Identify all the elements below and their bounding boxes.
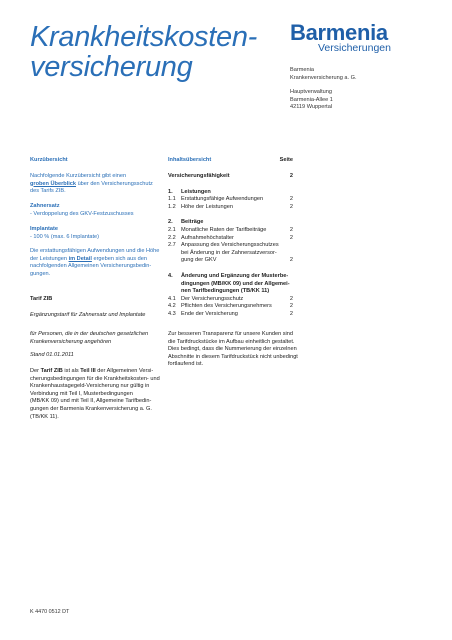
target-line: Krankenversicherung angehören [30, 338, 112, 345]
note-line: die Tarifdruckstücke im Aufbau einheitlich gestaltet. [168, 338, 295, 345]
body-line: Krankenhaustagegeld-Versicherung nur gültig in [30, 383, 150, 390]
detail-line: nachfolgenden Allgemeinen Versicherungsbedin- [30, 263, 152, 270]
toc-row-page: 2 [289, 303, 293, 310]
body-line: (TB/KK 11). [30, 413, 59, 420]
toc-row-title: Änderung und Ergänzung der Musterbe- [181, 273, 289, 279]
toc-row-number: 2.7 [168, 242, 176, 249]
toc-row-number: 1. [168, 188, 173, 195]
implantate-heading: Implantate [30, 226, 58, 232]
toc-row-title: Versicherungsfähigkeit [168, 173, 230, 179]
toc-row-title: Monatliche Raten der Tarifbeiträge [181, 227, 267, 233]
toc-row-title: bei Änderung in der Zahnersatzversor- [181, 249, 277, 256]
tarif-body [30, 368, 160, 421]
toc-row-number: 4.2 [168, 303, 176, 310]
zahnersatz-heading: Zahnersatz [30, 203, 60, 209]
transparency-note [168, 331, 298, 369]
toc-row-page: 2 [289, 234, 293, 241]
target-group [30, 331, 155, 346]
detail-text [30, 248, 160, 278]
tarif-heading: Tarif ZIB [30, 296, 53, 302]
title-line-1: Krankheitskosten- [30, 21, 258, 53]
detail-line: Die erstattungsfähigen Aufwendungen und die Höhe [30, 248, 160, 254]
toc-row-number: 4.1 [168, 295, 176, 302]
stand-date: Stand 01.01.2011 [30, 352, 74, 358]
document-title [30, 22, 270, 82]
intro-text-rest: über den Versicherungsschutz [76, 180, 153, 187]
body-line-1: Der Tarif ZIB ist als Teil III der Allgemeinen Versi- [30, 368, 154, 374]
toc-row-number: 1.1 [168, 196, 176, 203]
body-line: (MB/KK 09) und mit Teil II, Allgemeine Tarifbedin- [30, 398, 152, 405]
toc-row-title: nen Tarifbedingungen (TB/KK 11) [181, 288, 270, 295]
body-line: Verbindung mit Teil I, Musterbedingungen [30, 390, 133, 397]
toc-page-label: Seite [279, 157, 293, 163]
barmenia-logo: Barmenia [290, 20, 388, 45]
body-line: cherungsbedingungen für die Krankheitskosten- und [30, 375, 160, 382]
target-line: für Personen, die in der deutschen gesetzlichen [30, 331, 149, 337]
detail-line-2: der Leistungen im Detail ergeben sich aus den [30, 255, 147, 262]
toc-row-title: Der Versicherungsschutz [181, 295, 244, 302]
address-line: 42119 Wuppertal [290, 104, 333, 111]
toc-row-number: 2. [168, 219, 173, 226]
toc-row-page: 2 [289, 295, 293, 302]
groben-ueberblick-link[interactable]: groben Überblick [30, 180, 77, 187]
toc-row-title: dingungen (MB/KK 09) und der Allgemei- [181, 280, 290, 287]
toc-row-page: 2 [289, 311, 293, 317]
tarif-subtitle: Ergänzungstarif für Zahnersatz und Implantate [30, 312, 146, 318]
toc-row-title: Beiträge [181, 219, 204, 226]
toc-row-number: 4. [168, 273, 173, 279]
toc-row-title: Anpassung des Versicherungsschutzes [181, 242, 279, 249]
toc-row-page: 2 [289, 173, 293, 179]
im-detail-link[interactable]: im Detail [68, 255, 92, 262]
toc-row-title: Erstattungsfähige Aufwendungen [181, 196, 264, 203]
toc-row-title: gung der GKV [181, 257, 217, 264]
detail-line: gungen. [30, 270, 51, 277]
summary-intro-line-1 [30, 173, 155, 181]
address-line: Barmenia-Allee 1 [290, 96, 333, 103]
summary-intro-line-3: des Tarifs ZIB. [30, 188, 66, 195]
toc-row-page: 2 [289, 257, 293, 264]
toc-row-page: 2 [289, 196, 293, 203]
toc-row-title: Ende der Versicherung [181, 311, 238, 317]
toc-row-page: 2 [289, 227, 293, 233]
note-line: Zur besseren Transparenz für unsere Kunden sind [168, 331, 293, 337]
barmenia-logo-subtitle: Versicherungen [318, 42, 391, 54]
toc-row-title: Pflichten des Versicherungsnehmers [181, 303, 272, 310]
toc-heading: Inhaltsübersicht [168, 157, 212, 163]
address-line: Barmenia [290, 67, 314, 73]
note-line: Abschnitte in diesem Tarifdruckstück nicht unbedingt [168, 353, 298, 360]
address-line: Hauptverwaltung [290, 89, 332, 96]
summary-intro [30, 173, 155, 196]
toc-row-title: Aufnahmehöchstalter [181, 234, 234, 241]
toc-row-number: 4.3 [168, 311, 176, 317]
toc-row-title: Leistungen [181, 188, 211, 195]
toc-row-number: 2.2 [168, 234, 176, 241]
intro-text: Nachfolgende Kurzübersicht gibt einen [30, 173, 127, 179]
document-code: K 4470 0512 DT [30, 609, 70, 615]
address-line: Krankenversicherung a. G. [290, 74, 357, 81]
body-line: gungen der Barmenia Krankenversicherung a. G. [30, 405, 152, 412]
note-line: Dies bedingt, dass die Nummerierung der einzelnen [168, 346, 297, 353]
company-address [290, 67, 440, 112]
toc-row-page: 2 [289, 203, 293, 210]
zahnersatz-text: - Verdoppelung des GKV-Festzuschusses [30, 211, 134, 217]
summary-heading: Kurzübersicht [30, 157, 68, 163]
summary-intro-line-2 [30, 181, 155, 189]
title-line-2: versicherung [30, 51, 193, 83]
address-line [290, 82, 440, 89]
note-line: fortlaufend ist. [168, 361, 204, 368]
implantate-text: - 100 % (max. 6 Implantate) [30, 234, 100, 240]
toc-row-number: 1.2 [168, 203, 176, 210]
toc-row-title: Höhe der Leistungen [181, 203, 233, 210]
toc-row-number: 2.1 [168, 227, 176, 233]
